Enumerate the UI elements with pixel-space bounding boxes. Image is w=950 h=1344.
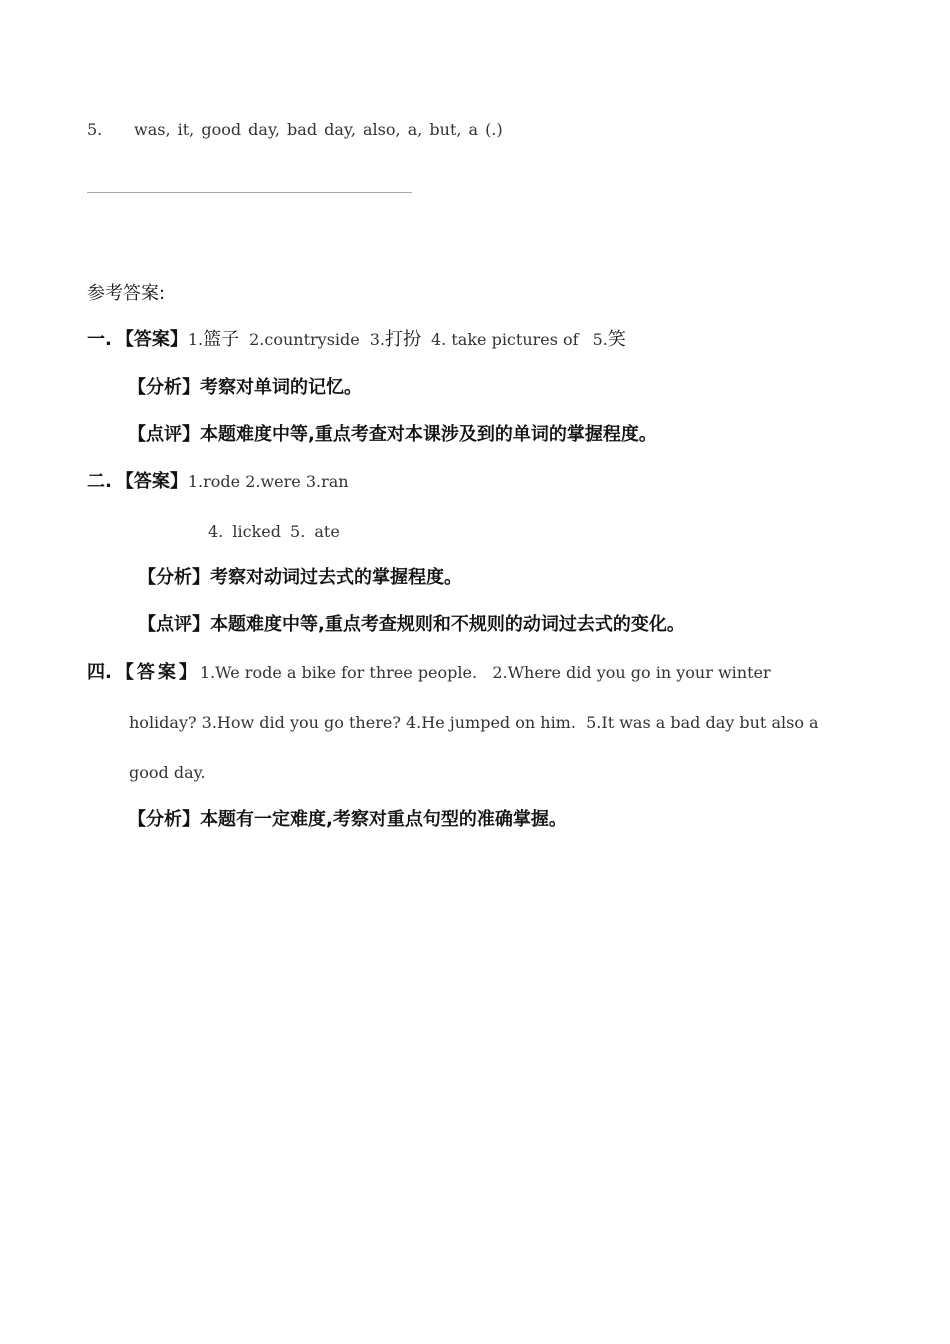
section-marker: 四.	[87, 662, 112, 683]
answer-item: 4. take pictures of	[431, 330, 579, 349]
question-words: was, it, good day, bad day, also, a, but, a (.)	[134, 120, 503, 139]
section-1-comment: 【点评】本题难度中等,重点考查对本课涉及到的单词的掌握程度。	[128, 424, 657, 445]
answer-text: 1.rode 2.were 3.ran	[187, 472, 349, 491]
answer-item: 3.	[369, 330, 385, 349]
answer-item: 1.	[187, 330, 204, 349]
section-1-analysis: 【分析】考察对单词的记忆。	[128, 377, 362, 398]
answer-blank-line	[87, 192, 412, 193]
section-4-answer-continued: holiday? 3.How did you go there? 4.He jumped on him. 5.It was a bad day but also a	[129, 713, 819, 732]
answer-label: 【答案】	[115, 662, 200, 683]
section-2-comment: 【点评】本题难度中等,重点考查规则和不规则的动词过去式的变化。	[138, 614, 685, 635]
section-4-answer-end: good day.	[129, 763, 206, 782]
section-4-analysis: 【分析】本题有一定难度,考察对重点句型的准确掌握。	[128, 809, 567, 830]
section-1-answer	[87, 328, 626, 353]
section-marker: 二.	[87, 471, 112, 492]
section-4-answer	[87, 661, 771, 686]
answer-item: 篮子	[203, 329, 240, 350]
answer-text: 1.We rode a bike for three people. 2.Where did you go in your winter	[199, 663, 771, 682]
answer-label: 【答案】	[115, 471, 188, 492]
section-2-answer-continued: 4. licked 5. ate	[208, 522, 340, 541]
answer-item: 打扮	[385, 329, 421, 350]
answer-item: 2.countryside	[249, 330, 360, 349]
reference-answers-heading: 参考答案:	[87, 283, 166, 304]
answer-item: 笑	[607, 329, 626, 350]
section-2-analysis: 【分析】考察对动词过去式的掌握程度。	[138, 567, 462, 588]
answer-label: 【答案】	[115, 329, 188, 350]
section-2-answer	[87, 470, 349, 495]
question-number: 5.	[87, 120, 103, 139]
answer-item: 5.	[592, 330, 608, 349]
section-marker: 一.	[87, 329, 112, 350]
